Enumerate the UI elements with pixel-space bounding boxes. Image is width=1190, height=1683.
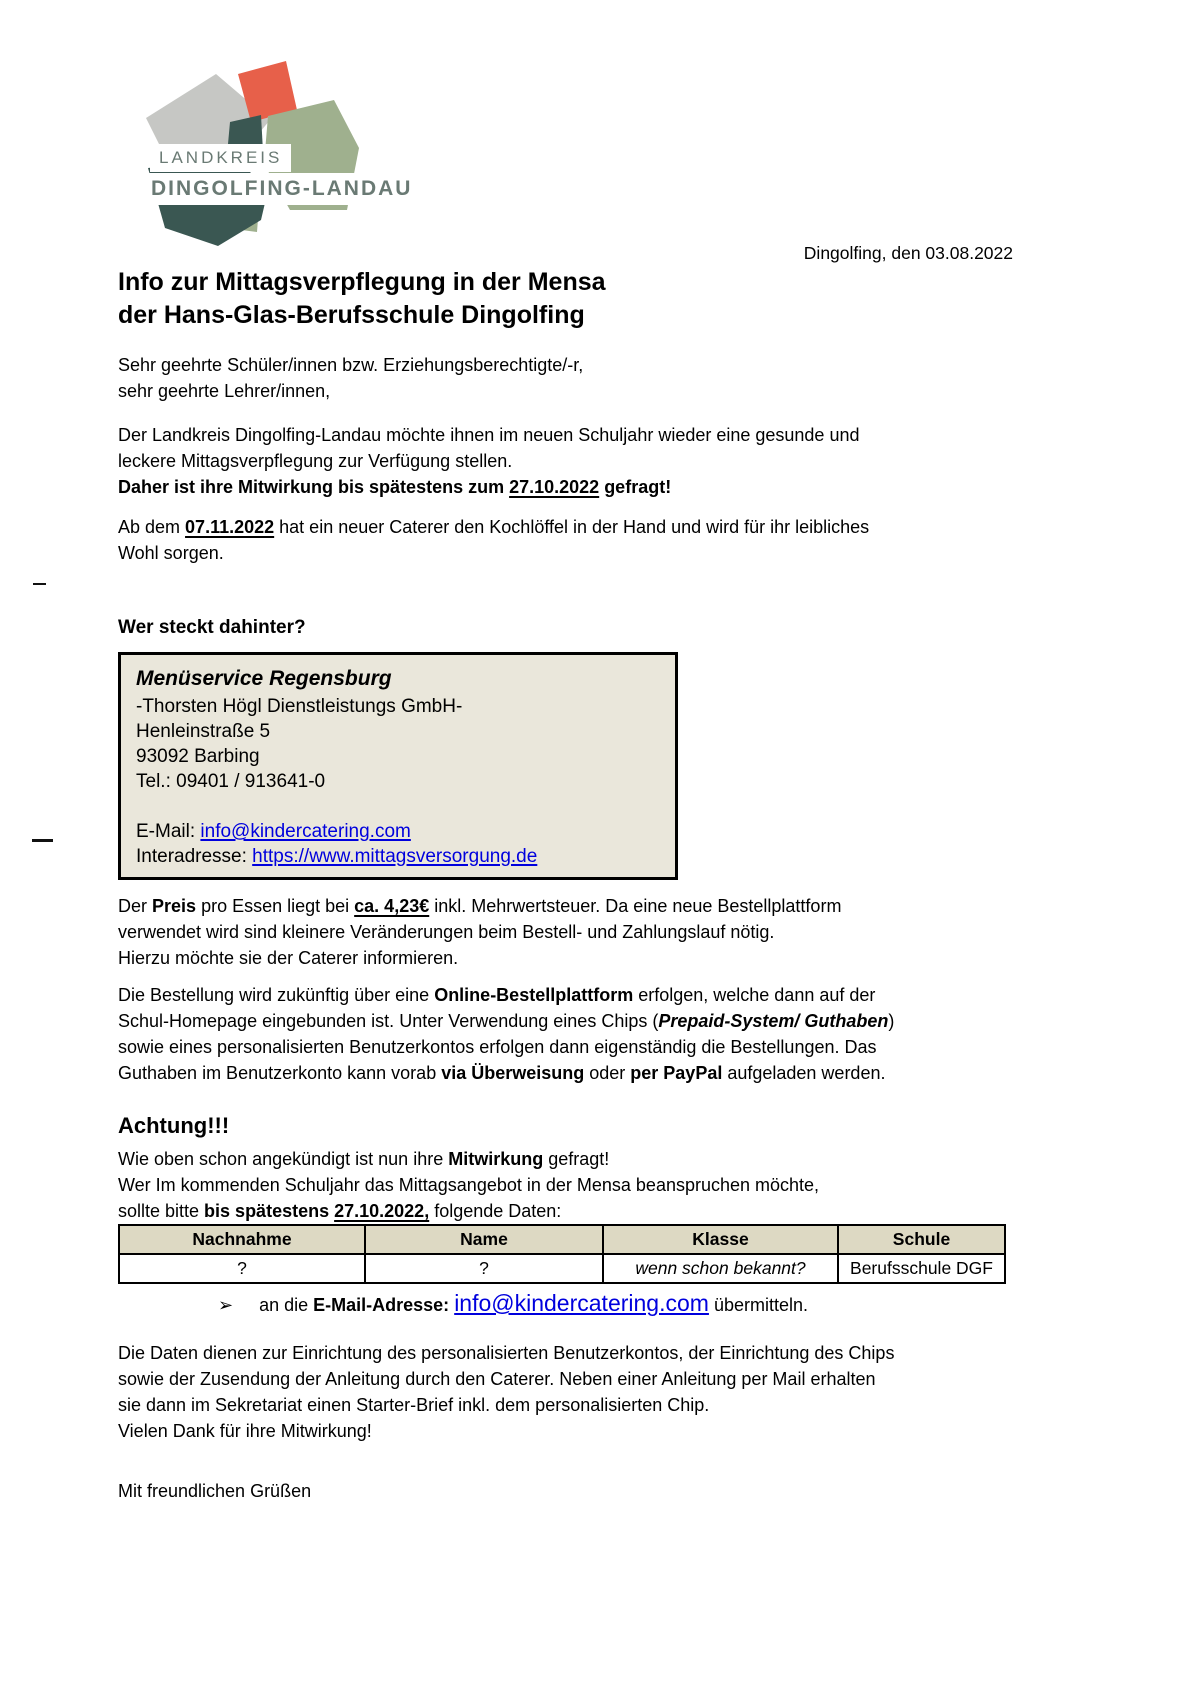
salutation [118, 352, 583, 404]
new-caterer-post: hat ein neuer Caterer den Kochlöffel in der Hand und wird für ihr leibliches [274, 517, 870, 537]
table-header-row [119, 1225, 1005, 1254]
ordering-l1-pre: Die Bestellung wird zukünftig über eine [118, 985, 435, 1005]
landkreis-logo [118, 58, 418, 250]
student-data-table [118, 1224, 1006, 1284]
intro-line-2: leckere Mittagsverpflegung zur Verfügung stellen. [118, 451, 513, 471]
title-line-2: der Hans-Glas-Berufsschule Dingolfing [118, 301, 585, 329]
attention-l1-post: gefragt! [543, 1149, 610, 1169]
email-label: E-Mail: [136, 821, 201, 842]
prepaid-system: Prepaid-System/ Guthaben [658, 1011, 889, 1031]
caterer-website-link[interactable]: https://www.mittagsversorgung.de [252, 846, 538, 867]
ordering-l2-post: ) [888, 1011, 895, 1031]
col-header-name: Name [365, 1225, 603, 1254]
intro-line-3 [118, 474, 859, 500]
caterer-web-line [136, 844, 661, 869]
caterer-info-box [118, 652, 678, 880]
new-caterer-pre: Ab dem [118, 517, 186, 537]
caterer-phone: Tel.: 09401 / 913641-0 [136, 771, 326, 792]
intro-line3-post: gefragt! [599, 477, 672, 497]
submit-email-link[interactable]: info@kindercatering.com [454, 1290, 709, 1316]
col-header-schule: Schule [838, 1225, 1005, 1254]
logo-text-dingolfing-landau: DINGOLFING-LANDAU [144, 173, 419, 205]
price-post: inkl. Mehrwertsteuer. Da eine neue Bestellplattform [429, 896, 842, 916]
col-header-nachname: Nachnahme [119, 1225, 365, 1254]
arrow-bullet-icon: ➢ [218, 1295, 234, 1315]
purpose-line-4: Vielen Dank für ihre Mitwirkung! [118, 1421, 372, 1441]
attention-l3-bold: bis spätestens [204, 1201, 335, 1221]
fold-mark-top [33, 583, 46, 585]
logo-text-landkreis: LANDKREIS [150, 144, 291, 172]
attention-line-2: Wer Im kommenden Schuljahr das Mittagsangebot in der Mensa beanspruchen möchte, [118, 1175, 820, 1195]
ordering-platform: Online-Bestellplattform [434, 985, 634, 1005]
purpose-line-3: sie dann im Sekretariat einen Starter-Brief inkl. dem personalisierten Chip. [118, 1395, 710, 1415]
cell-klasse: wenn schon bekannt? [603, 1254, 838, 1283]
intro-line3-pre: Daher ist ihre Mitwirkung bis spätestens zum [118, 477, 510, 497]
ordering-l2-pre: Schul-Homepage eingebunden ist. Unter Verwendung eines Chips ( [118, 1011, 659, 1031]
cell-nachname: ? [119, 1254, 365, 1283]
attention-l1-pre: Wie oben schon angekündigt ist nun ihre [118, 1149, 449, 1169]
ordering-l1-post: erfolgen, welche dann auf der [633, 985, 876, 1005]
date-line: Dingolfing, den 03.08.2022 [803, 243, 1013, 263]
caterer-city: 93092 Barbing [136, 746, 260, 767]
table-row [119, 1254, 1005, 1283]
document-title [118, 266, 606, 332]
closing-regards: Mit freundlichen Grüßen [118, 1481, 312, 1501]
submit-instruction [218, 1290, 808, 1317]
price-line-1 [118, 893, 841, 919]
ordering-line-1 [118, 982, 894, 1008]
price-mid: pro Essen liegt bei [196, 896, 355, 916]
attention-l3-pre: sollte bitte [118, 1201, 205, 1221]
who-heading: Wer steckt dahinter? [118, 617, 306, 638]
col-header-klasse: Klasse [603, 1225, 838, 1254]
cell-schule: Berufsschule DGF [838, 1254, 1005, 1283]
caterer-street: Henleinstraße 5 [136, 721, 271, 742]
price-word: Preis [152, 896, 197, 916]
price-line-2: verwendet wird sind kleinere Veränderungen beim Bestell- und Zahlungslauf nötig. [118, 922, 775, 942]
purpose-line-1: Die Daten dienen zur Einrichtung des personalisierten Benutzerkontos, der Einrichtung des Chips [118, 1343, 895, 1363]
attention-deadline: 27.10.2022, [334, 1201, 430, 1221]
salutation-line-1: Sehr geehrte Schüler/innen bzw. Erziehungsberechtigte/-r, [118, 355, 584, 375]
ordering-line-4 [118, 1060, 894, 1086]
price-line-3: Hierzu möchte sie der Caterer informieren. [118, 948, 459, 968]
ordering-line-3: sowie eines personalisierten Benutzerkontos erfolgen dann eigenständig die Bestellungen. Das [118, 1037, 877, 1057]
attention-line-1 [118, 1146, 819, 1172]
new-caterer-line-1 [118, 514, 869, 540]
submit-pre: an die [259, 1295, 314, 1315]
attention-line-3 [118, 1198, 819, 1224]
attention-heading: Achtung!!! [118, 1113, 230, 1138]
fold-mark-middle [32, 839, 53, 842]
caterer-name: Menüservice Regensburg [136, 667, 392, 690]
box-spacer [136, 794, 661, 819]
ordering-l4-pre: Guthaben im Benutzerkonto kann vorab [118, 1063, 442, 1083]
new-caterer-paragraph [118, 514, 869, 566]
ordering-line-2 [118, 1008, 894, 1034]
new-caterer-line-2: Wohl sorgen. [118, 543, 224, 563]
pay-transfer: via Überweisung [441, 1063, 585, 1083]
intro-line-1: Der Landkreis Dingolfing-Landau möchte ihnen im neuen Schuljahr wieder eine gesunde und [118, 425, 860, 445]
attention-l3-post: folgende Daten: [429, 1201, 562, 1221]
attention-mitwirkung: Mitwirkung [448, 1149, 544, 1169]
purpose-line-2: sowie der Zusendung der Anleitung durch den Caterer. Neben einer Anleitung per Mail erhalten [118, 1369, 876, 1389]
ordering-l4-mid: oder [584, 1063, 631, 1083]
caterer-email-link[interactable]: info@kindercatering.com [200, 821, 411, 842]
intro-paragraph [118, 422, 859, 500]
ordering-paragraph [118, 982, 894, 1086]
cell-name: ? [365, 1254, 603, 1283]
title-line-1: Info zur Mittagsverpflegung in der Mensa [118, 268, 606, 296]
price-paragraph [118, 893, 841, 971]
submit-post: übermitteln. [708, 1295, 808, 1315]
ordering-l4-post: aufgeladen werden. [722, 1063, 886, 1083]
pay-paypal: per PayPal [630, 1063, 723, 1083]
deadline-date: 27.10.2022 [509, 477, 600, 497]
attention-paragraph [118, 1146, 819, 1224]
caterer-company: -Thorsten Högl Dienstleistungs GmbH- [136, 696, 463, 717]
salutation-line-2: sehr geehrte Lehrer/innen, [118, 381, 331, 401]
price-amount: ca. 4,23€ [354, 896, 430, 916]
caterer-email-line [136, 819, 661, 844]
purpose-paragraph [118, 1340, 894, 1444]
submit-label: E-Mail-Adresse: [313, 1295, 455, 1315]
price-pre: Der [118, 896, 153, 916]
web-label: Interadresse: [136, 846, 253, 867]
start-date: 07.11.2022 [185, 517, 275, 537]
